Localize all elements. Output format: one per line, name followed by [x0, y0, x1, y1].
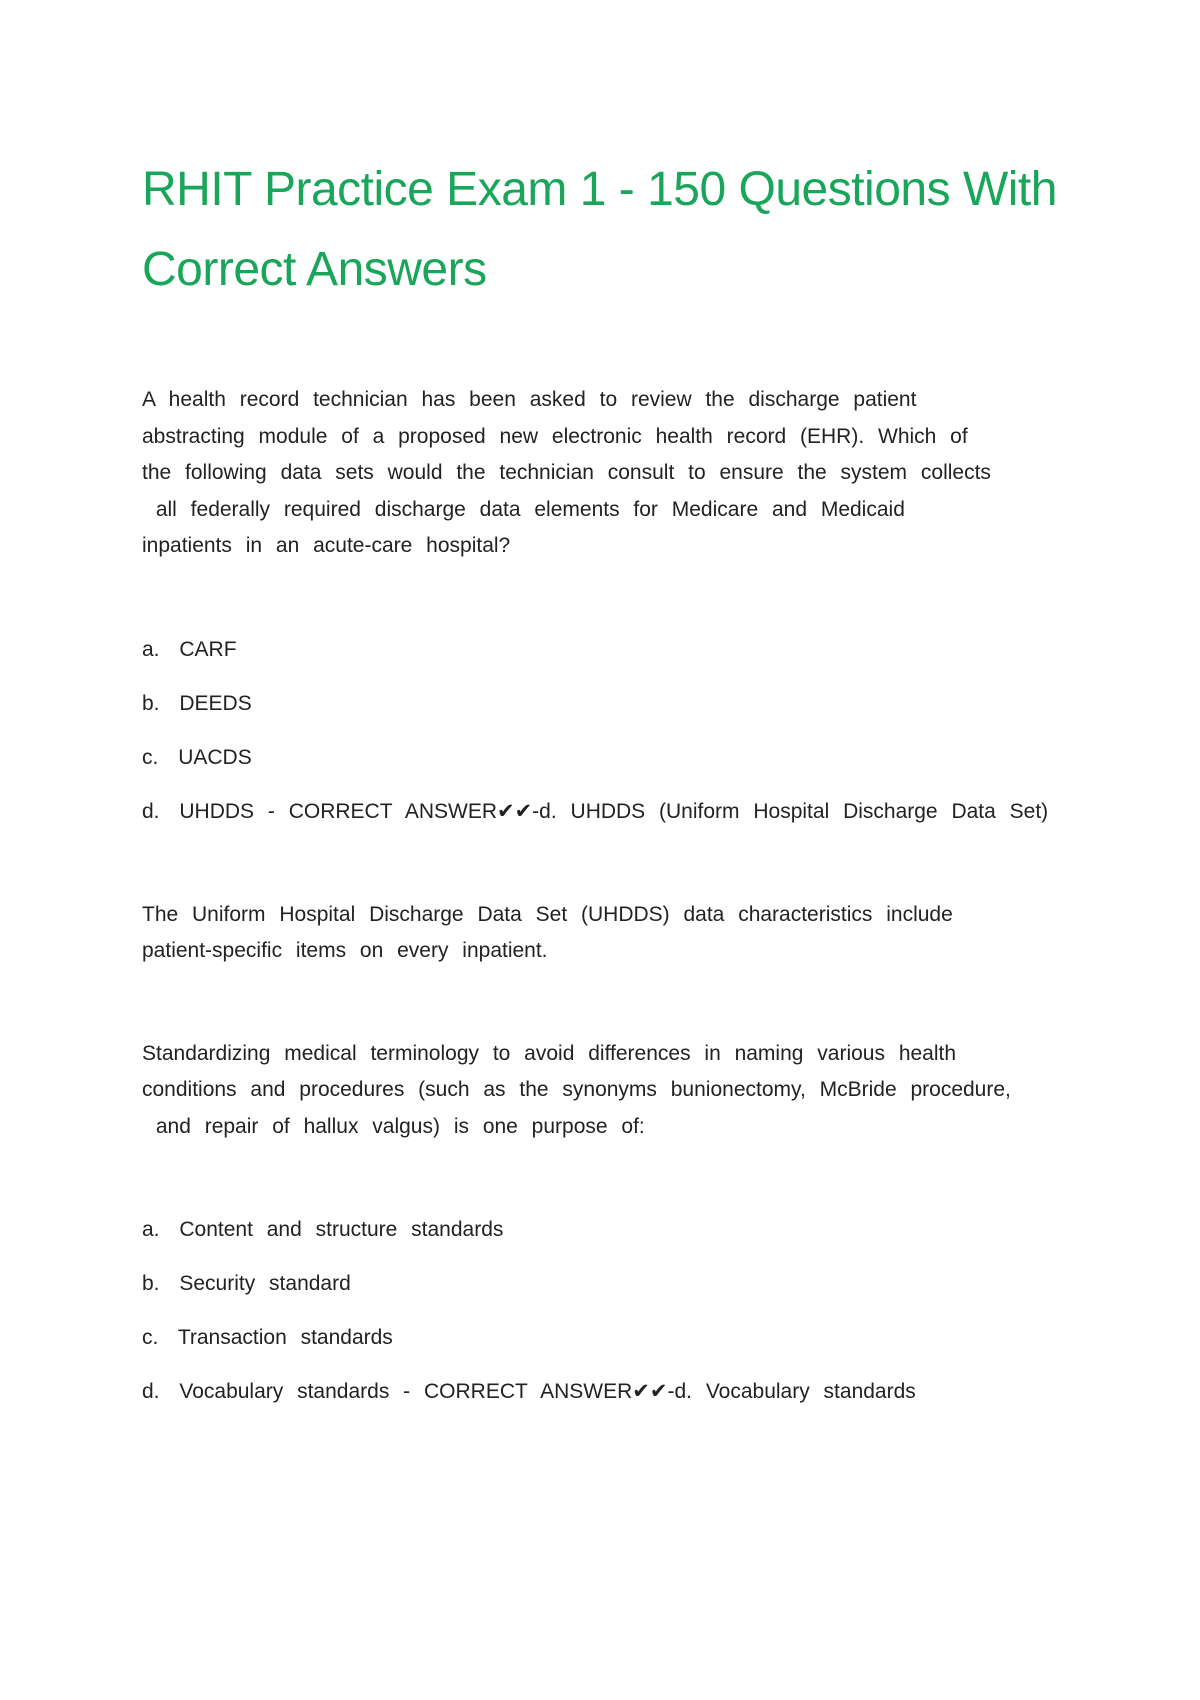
question-line: conditions and procedures (such as the synonyms bunionectomy, McBride procedure, — [142, 1078, 1011, 1101]
option-letter: b. — [142, 691, 160, 715]
option-text: Content and structure standards — [179, 1218, 504, 1241]
option-letter: d. — [142, 1380, 160, 1403]
question-line: all federally required discharge data elements for Medicare and Medicaid — [142, 497, 905, 521]
option-a — [142, 623, 1062, 677]
option-letter: a. — [142, 637, 160, 661]
question-line: the following data sets would the technician consult to ensure the system collects — [142, 461, 991, 484]
option-letter: c. — [142, 1326, 159, 1349]
question-1-options — [142, 623, 1062, 839]
question-line: and repair of hallux valgus) is one purpose of: — [142, 1114, 645, 1138]
question-line: inpatients in an acute-care hospital? — [142, 534, 511, 557]
question-line: abstracting module of a proposed new electronic health record (EHR). Which of — [142, 424, 968, 448]
option-text: Security standard — [179, 1272, 351, 1295]
option-text: UACDS — [178, 745, 252, 769]
option-d-correct — [142, 1365, 1062, 1419]
question-line: Standardizing medical terminology to avoid differences in naming various health — [142, 1041, 957, 1065]
option-letter: a. — [142, 1218, 160, 1241]
question-1-text — [142, 382, 1062, 565]
option-b — [142, 677, 1062, 731]
question-line: A health record technician has been asked to review the discharge patient — [142, 388, 917, 411]
option-text: DEEDS — [179, 691, 252, 715]
option-text: Vocabulary standards - CORRECT ANSWER✔✔-d. Vocabulary standards — [179, 1380, 916, 1403]
option-c — [142, 1311, 1062, 1365]
option-a — [142, 1203, 1062, 1257]
option-c — [142, 731, 1062, 785]
page-title — [142, 150, 1062, 310]
option-d-correct — [142, 785, 1062, 839]
explanation-note — [142, 897, 1062, 970]
option-text: UHDDS - CORRECT ANSWER✔✔-d. UHDDS (Uniform Hospital Discharge Data Set) — [179, 799, 1049, 823]
note-line: patient-specific items on every inpatient. — [142, 939, 548, 962]
option-text: Transaction standards — [177, 1326, 393, 1349]
note-line: The Uniform Hospital Discharge Data Set (UHDDS) data characteristics include — [142, 902, 953, 926]
option-letter: d. — [142, 799, 160, 823]
title-line: Correct Answers — [142, 243, 487, 296]
option-letter: c. — [142, 745, 159, 769]
document-page — [142, 150, 1062, 1419]
question-2-text — [142, 1036, 1062, 1146]
option-letter: b. — [142, 1272, 160, 1295]
question-2-options — [142, 1203, 1062, 1419]
option-b — [142, 1257, 1062, 1311]
title-line: RHIT Practice Exam 1 - 150 Questions With — [142, 163, 1057, 216]
option-text: CARF — [179, 637, 237, 661]
